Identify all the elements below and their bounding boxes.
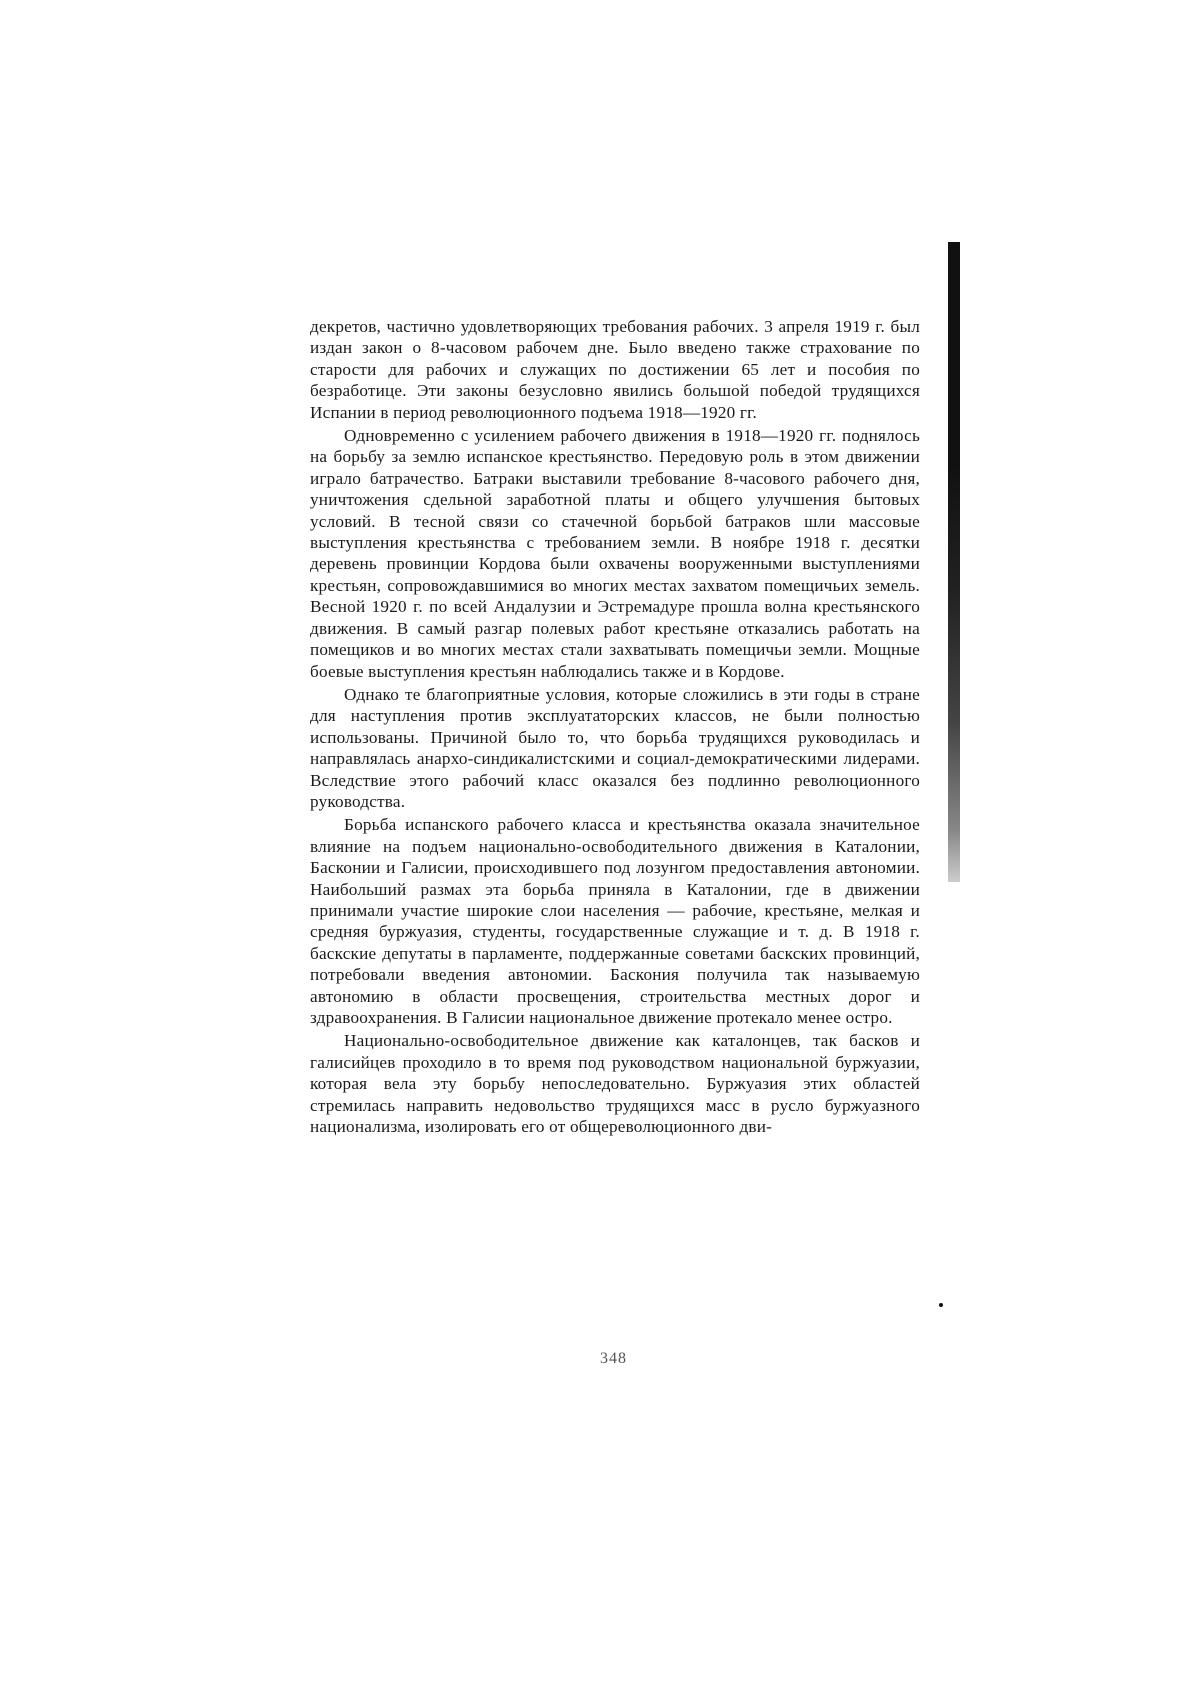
paragraph: Борьба испанского рабочего класса и крестьянства оказала значительное влияние на подъем национально-освободительного движения в Каталонии, Басконии и Галисии, происходившего под лозунгом предоставления автономии. Наибольший размах эта борьба приняла в Каталонии, где в движении принимали участие широкие слои населения — рабочие, крестьяне, мелкая и средняя буржуазия, студенты, государственные служащие и т. д. В 1918 г. баскские депутаты в парламенте, поддержанные советами баскских провинций, потребовали введения автономии. Баскония получила так называемую автономию в области просвещения, строительства местных дорог и здравоохранения. В Галисии национальное движение протекало менее остро. — [310, 815, 920, 1027]
paragraph: Одновременно с усилением рабочего движения в 1918—1920 гг. поднялось на борьбу за землю испанское крестьянство. Передовую роль в этом движении играло батрачество. Батраки выставили требование 8-часового рабочего дня, уничтожения сдельной заработной платы и общего улучшения бытовых условий. В тесной связи со стачечной борьбой батраков шли массовые выступления крестьянства с требованием земли. В ноябре 1918 г. десятки деревень провинции Кордова были охвачены вооруженными выступлениями крестьян, сопровождавшимися во многих местах захватом помещичьих земель. Весной 1920 г. по всей Андалузии и Эстремадуре прошла волна крестьянского движения. В самый разгар полевых работ крестьяне отказались работать на помещиков и во многих местах стали захватывать помещичьи земли. Мощные боевые выступления крестьян наблюдались также и в Кордове. — [310, 426, 920, 681]
paragraph: Однако те благоприятные условия, которые сложились в эти годы в стране для наступления против эксплуататорских классов, не были полностью использованы. Причиной было то, что борьба трудящихся руководилась и направлялась анархо-синдикалистскими и социал-демократическими лидерами. Вследствие этого рабочий класс оказался без подлинно революционного руководства. — [310, 684, 920, 811]
paragraph: декретов, частично удовлетворяющих требования рабочих. 3 апреля 1919 г. был издан закон о 8-часовом рабочем дне. Было введено также страхование по старости для рабочих и служащих по достижении 65 лет и пособия по безработице. Эти законы безусловно явились большой победой трудящихся Испании в период революционного подъема 1918—1920 гг. — [310, 317, 920, 422]
body-text — [310, 316, 920, 1137]
paragraph: Национально-освободительное движение как каталонцев, так басков и галисийцев проходило в то время под руководством национальной буржуазии, которая вела эту борьбу непоследовательно. Буржуазия этих областей стремилась направить недовольство трудящихся масс в русло буржуазного национализма, изолировать его от общереволюционного дви- — [310, 1031, 920, 1137]
scan-speck — [939, 1303, 943, 1307]
page-number: 348 — [600, 1350, 627, 1367]
scan-edge-shadow — [948, 242, 960, 882]
